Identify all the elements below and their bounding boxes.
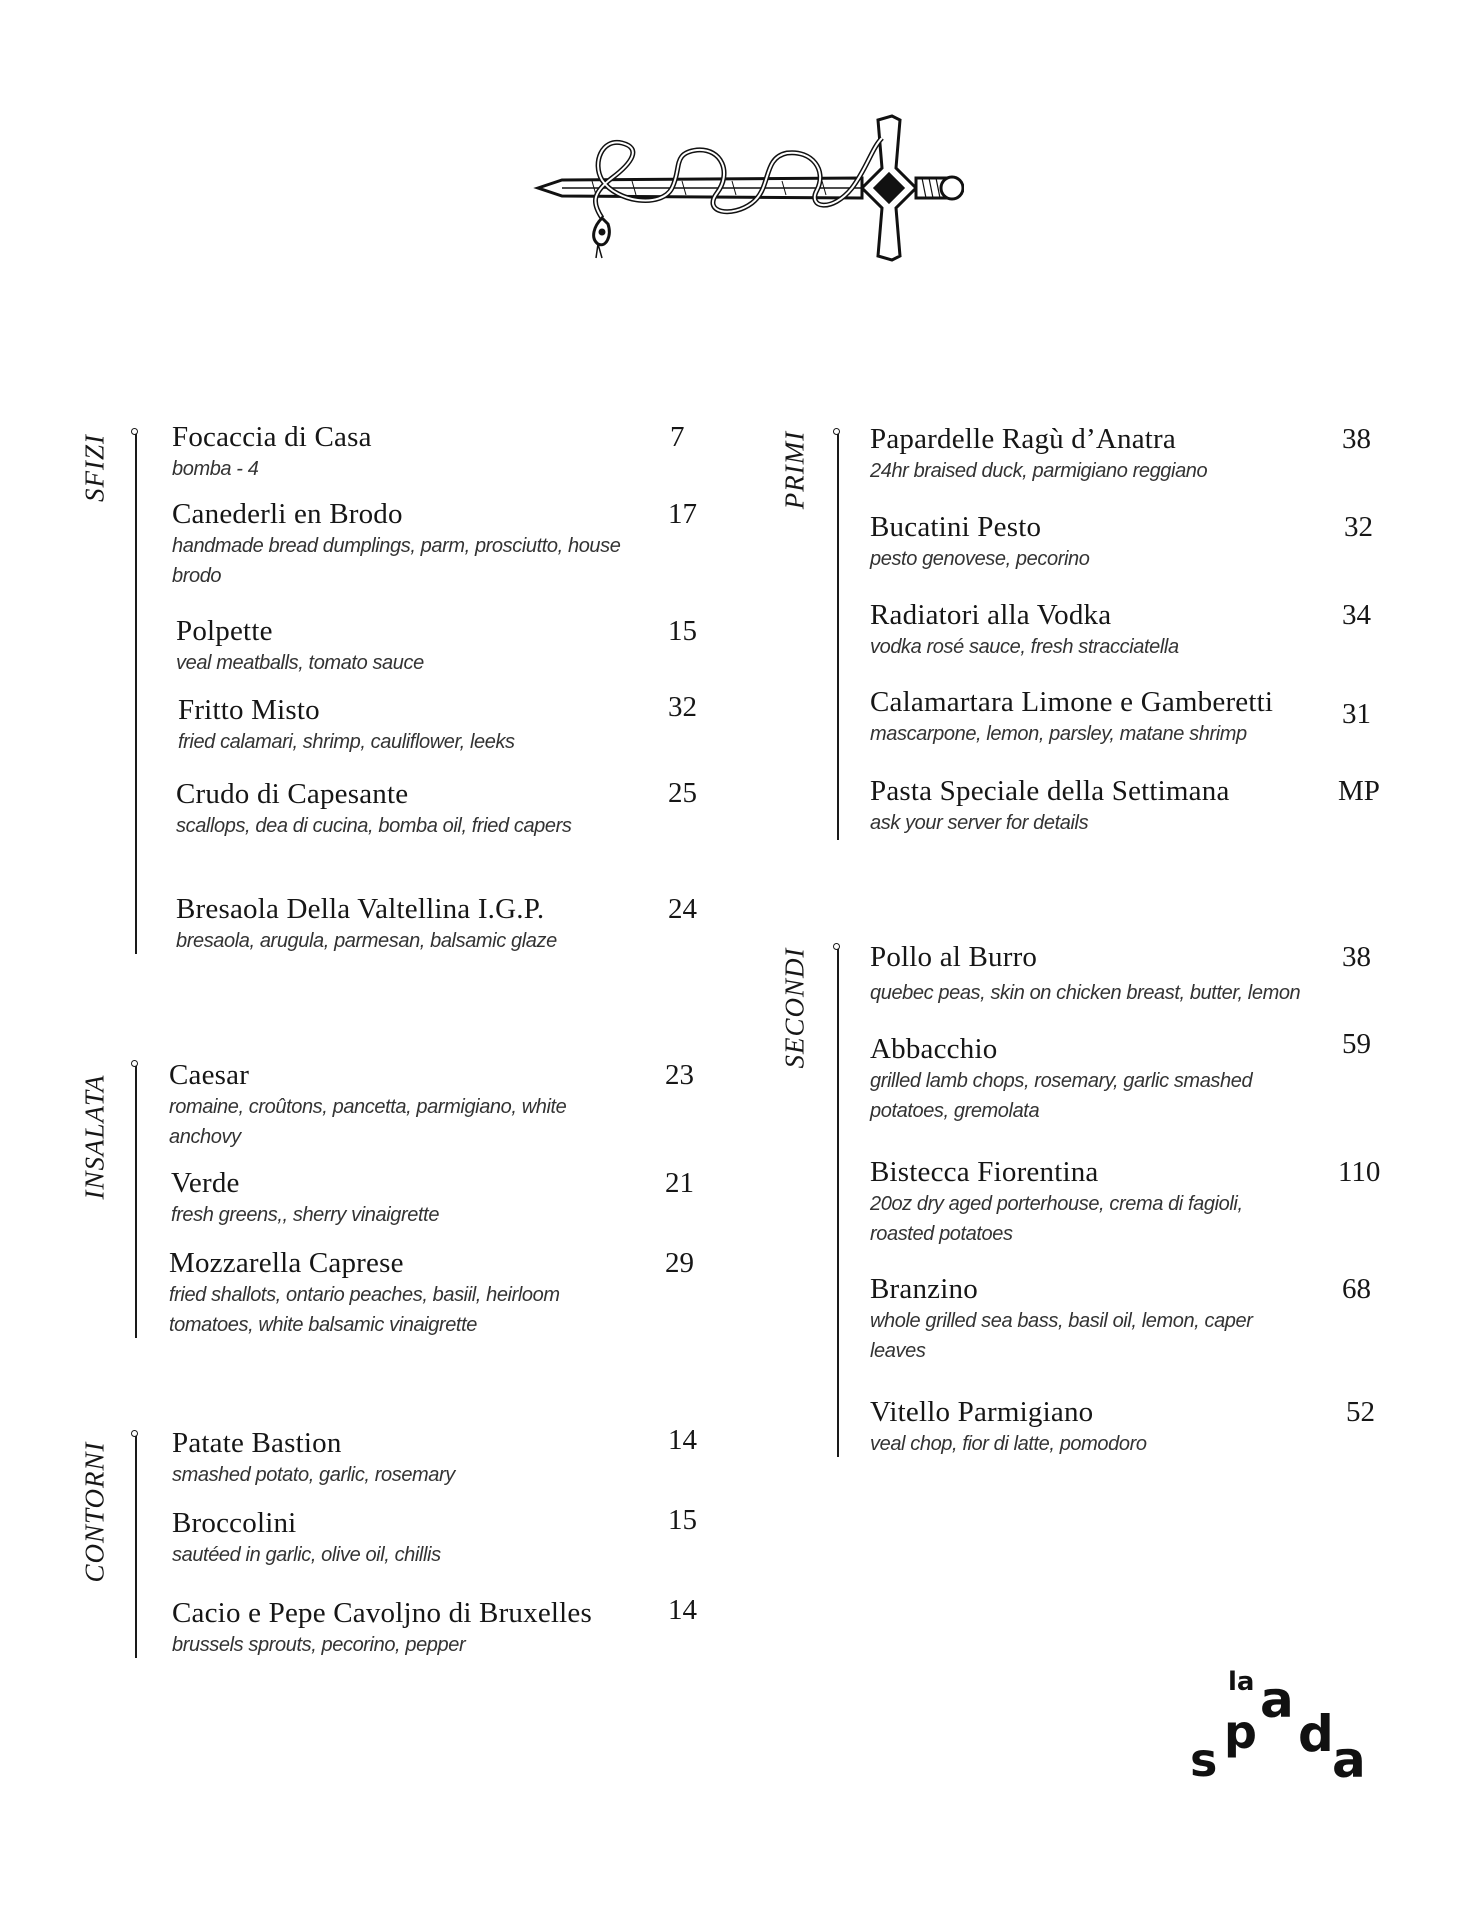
section-rule — [135, 1436, 137, 1658]
logo-letter-a: a — [1260, 1671, 1294, 1729]
logo-letter-d: d — [1298, 1705, 1334, 1763]
item-name: Patate Bastion — [172, 1427, 342, 1459]
menu-item — [870, 1395, 1350, 1459]
item-price: 14 — [668, 1594, 697, 1626]
item-price: 29 — [665, 1247, 694, 1279]
item-description: veal meatballs, tomato sauce — [176, 652, 424, 674]
section-rule — [135, 1066, 137, 1338]
item-name: Radiatori alla Vodka — [870, 599, 1112, 631]
menu-item — [870, 422, 1350, 486]
item-description: fresh greens,, sherry vinaigrette — [171, 1204, 440, 1226]
item-price: 15 — [668, 615, 697, 647]
item-description: bomba - 4 — [172, 458, 259, 480]
item-name: Crudo di Capesante — [176, 778, 409, 810]
item-description: 24hr braised duck, parmigiano reggiano — [870, 460, 1208, 482]
item-price: 32 — [668, 691, 697, 723]
item-name: Cacio e Pepe Cavoljno di Bruxelles — [172, 1597, 592, 1629]
item-name: Verde — [171, 1167, 240, 1199]
item-name: Bistecca Fiorentina — [870, 1156, 1099, 1188]
item-description: grilled lamb chops, rosemary, garlic smashed potatoes, gremolata — [870, 1070, 1253, 1122]
item-price: 7 — [670, 421, 685, 453]
item-price: 31 — [1342, 698, 1371, 730]
logo-letter-a-2: a — [1332, 1731, 1366, 1789]
item-name: Broccolini — [172, 1507, 297, 1539]
section-title-primi: PRIMI — [779, 430, 810, 510]
item-price: 25 — [668, 777, 697, 809]
section-rule — [837, 949, 839, 1457]
item-description: ask your server for details — [870, 812, 1089, 834]
menu-item — [172, 1506, 652, 1570]
section-rule — [837, 434, 839, 840]
item-price: 110 — [1338, 1156, 1381, 1188]
item-name: Abbacchio — [870, 1033, 998, 1065]
item-description: scallops, dea di cucina, bomba oil, fried capers — [176, 815, 572, 837]
logo-letter-s: s — [1190, 1733, 1218, 1787]
item-price: 59 — [1342, 1028, 1371, 1060]
menu-item — [178, 693, 638, 757]
menu-item — [169, 1246, 609, 1340]
item-description: fried calamari, shrimp, cauliflower, leeks — [178, 731, 515, 753]
item-price: 32 — [1344, 511, 1373, 543]
item-price: 34 — [1342, 599, 1371, 631]
menu-item — [172, 420, 652, 484]
section-title-contorni: CONTORNI — [79, 1441, 110, 1583]
menu-item — [176, 777, 576, 841]
menu-item — [870, 1155, 1310, 1249]
item-description: veal chop, fior di latte, pomodoro — [870, 1433, 1147, 1455]
item-description: romaine, croûtons, pancetta, parmigiano, white anchovy — [169, 1096, 567, 1148]
item-description: 20oz dry aged porterhouse, crema di fagioli, roasted potatoes — [870, 1193, 1243, 1245]
item-name: Pasta Speciale della Settimana — [870, 775, 1230, 807]
item-name: Bresaola Della Valtellina I.G.P. — [176, 893, 545, 925]
item-price: 15 — [668, 1504, 697, 1536]
item-price: 23 — [665, 1059, 694, 1091]
menu-item — [172, 497, 632, 591]
section-title-sfizi: SFIZI — [79, 434, 110, 502]
item-price: 14 — [668, 1424, 697, 1456]
item-name: Papardelle Ragù d’Anatra — [870, 423, 1176, 455]
item-description: vodka rosé sauce, fresh stracciatella — [870, 636, 1179, 658]
item-description: fried shallots, ontario peaches, basiil, heirloom tomatoes, white balsamic vinaigrette — [169, 1284, 560, 1336]
item-price: 17 — [668, 498, 697, 530]
item-name: Vitello Parmigiano — [870, 1396, 1094, 1428]
menu-item — [870, 1032, 1310, 1126]
item-description: whole grilled sea bass, basil oil, lemon, caper leaves — [870, 1310, 1253, 1362]
item-price: 38 — [1342, 423, 1371, 455]
item-price: 21 — [665, 1167, 694, 1199]
menu-item — [171, 1166, 611, 1230]
item-price: MP — [1338, 775, 1380, 807]
item-name: Calamartara Limone e Gamberetti — [870, 686, 1274, 718]
section-rule — [135, 434, 137, 954]
la-spada-logo — [1190, 1665, 1370, 1805]
sword-serpent-icon — [532, 108, 964, 268]
item-description: quebec peas, skin on chicken breast, butter, lemon — [870, 982, 1301, 1004]
item-description: mascarpone, lemon, parsley, matane shrimp — [870, 723, 1247, 745]
item-name: Focaccia di Casa — [172, 421, 372, 453]
logo-letters-la: la — [1228, 1667, 1255, 1697]
menu-item — [176, 614, 636, 678]
menu-item — [870, 598, 1350, 662]
menu-item — [870, 685, 1350, 749]
item-name: Branzino — [870, 1273, 978, 1305]
item-name: Canederli en Brodo — [172, 498, 403, 530]
menu-item — [172, 1426, 652, 1490]
logo-letter-p: p — [1224, 1705, 1257, 1759]
item-name: Polpette — [176, 615, 273, 647]
item-name: Pollo al Burro — [870, 941, 1038, 973]
menu-item — [870, 510, 1350, 574]
item-description: smashed potato, garlic, rosemary — [172, 1464, 455, 1486]
menu-item — [176, 892, 656, 956]
item-price: 52 — [1346, 1396, 1375, 1428]
menu-item — [870, 774, 1350, 838]
item-price: 68 — [1342, 1273, 1371, 1305]
menu-item — [169, 1058, 589, 1152]
item-price: 24 — [668, 893, 697, 925]
item-description: bresaola, arugula, parmesan, balsamic glaze — [176, 930, 557, 952]
item-description: handmade bread dumplings, parm, prosciutto, house brodo — [172, 535, 621, 587]
item-name: Caesar — [169, 1059, 250, 1091]
item-description: brussels sprouts, pecorino, pepper — [172, 1634, 466, 1656]
item-name: Bucatini Pesto — [870, 511, 1042, 543]
item-price: 38 — [1342, 941, 1371, 973]
menu-item — [870, 940, 1350, 1008]
item-name: Fritto Misto — [178, 694, 320, 726]
item-name: Mozzarella Caprese — [169, 1247, 404, 1279]
menu-item — [172, 1596, 652, 1660]
item-description: pesto genovese, pecorino — [870, 548, 1090, 570]
section-title-insalata: INSALATA — [79, 1074, 110, 1200]
item-description: sautéed in garlic, olive oil, chillis — [172, 1544, 441, 1566]
menu-item — [870, 1272, 1300, 1366]
section-title-secondi: SECONDI — [779, 947, 810, 1069]
